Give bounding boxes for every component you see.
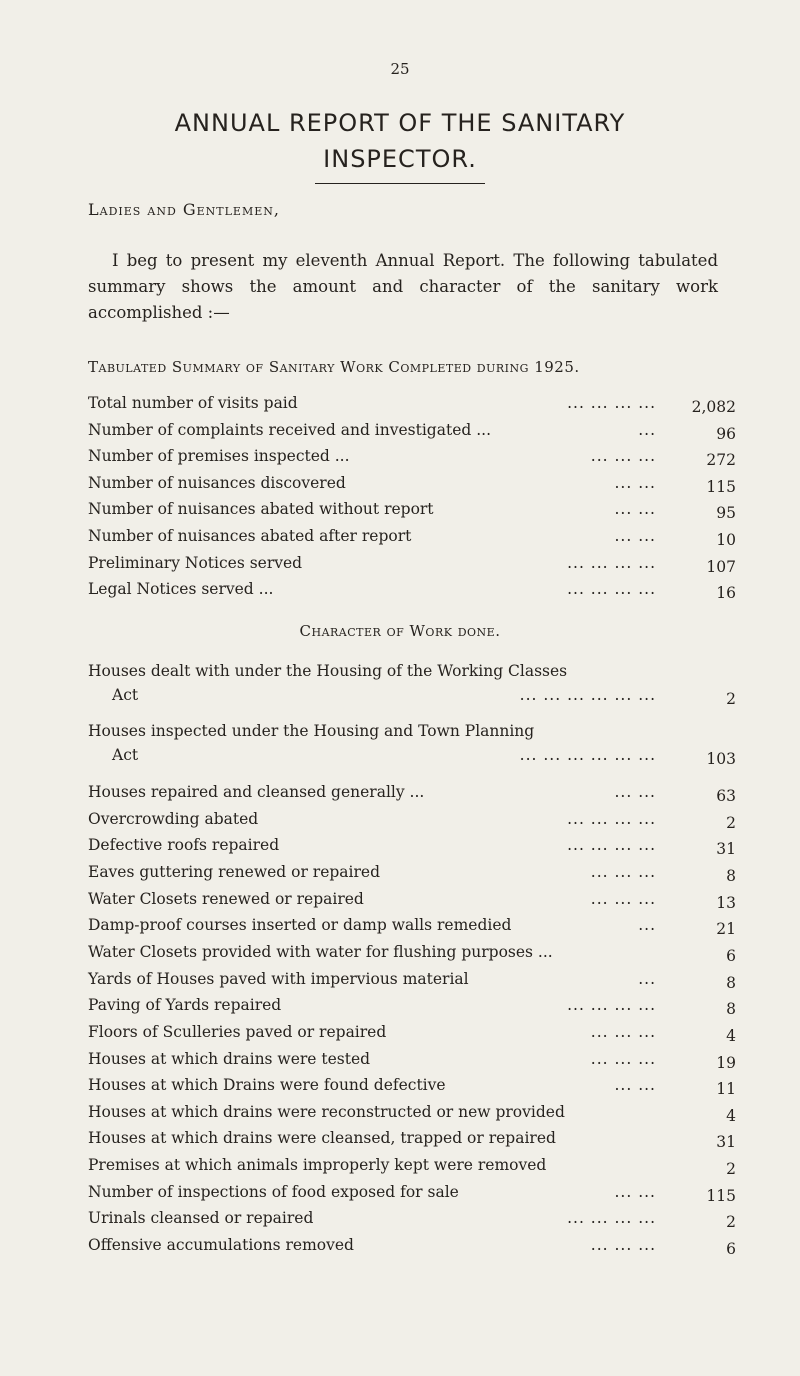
row-label: Paving of Yards repaired — [88, 996, 282, 1015]
row-leader: ... ... — [614, 783, 656, 801]
row-value: 19 — [716, 1053, 736, 1072]
row-leader: ... ... ... ... — [567, 580, 656, 599]
row-value: 6 — [726, 1240, 736, 1259]
row-leader: ... ... ... ... — [567, 394, 656, 412]
summary-row — [88, 580, 736, 604]
page-number: 25 — [390, 60, 410, 78]
row-value: 21 — [716, 920, 736, 939]
row-label: Number of nuisances abated without report — [88, 500, 434, 519]
salutation: Ladies and Gentlemen, — [88, 200, 280, 219]
row-label: Number of complaints received and investigated ... — [88, 420, 491, 439]
row-value: 2 — [726, 690, 736, 708]
row-label: Yards of Houses paved with impervious material — [88, 969, 469, 988]
row-leader: ... ... ... — [590, 889, 656, 908]
character-row — [88, 1183, 736, 1207]
row-value: 2,082 — [691, 398, 736, 416]
row-value: 4 — [726, 1026, 736, 1045]
title-line-1: ANNUAL REPORT OF THE SANITARY — [174, 109, 626, 137]
character-heading: Character of Work done. — [299, 622, 501, 640]
row-leader: ... ... ... ... — [567, 809, 656, 828]
row-label: Urinals cleansed or repaired — [88, 1209, 314, 1228]
row-value: 63 — [716, 787, 736, 805]
row-leader: ... ... ... ... ... ... — [519, 746, 656, 764]
character-row — [88, 836, 736, 860]
character-row — [88, 943, 736, 967]
row-value: 107 — [706, 557, 736, 576]
row-value: 31 — [716, 1133, 736, 1152]
title-line-2: INSPECTOR. — [323, 145, 477, 173]
row-leader: ... ... ... — [590, 1049, 656, 1068]
row-value: 10 — [716, 531, 736, 549]
row-label: Water Closets renewed or repaired — [88, 889, 364, 908]
character-row — [88, 810, 736, 834]
character-row — [88, 1129, 736, 1153]
row-value: 8 — [726, 1000, 736, 1019]
row-leader: ... ... ... — [590, 447, 656, 466]
row-value: 2 — [726, 1160, 736, 1179]
title-divider — [315, 183, 485, 184]
row-value: 6 — [726, 946, 736, 965]
row-value: 95 — [716, 504, 736, 523]
row-value: 31 — [716, 840, 736, 859]
row-value: 96 — [716, 424, 736, 443]
row-label: Houses at which drains were reconstructed or new provided — [88, 1102, 565, 1121]
character-row — [88, 783, 736, 807]
intro-paragraph — [88, 248, 718, 326]
row-leader: ... ... ... — [590, 1236, 656, 1255]
report-title — [0, 105, 800, 177]
row-leader: ... ... ... — [590, 1022, 656, 1041]
row-value: 2 — [726, 1213, 736, 1232]
row-leader: ... ... ... ... — [567, 553, 656, 572]
character-row — [88, 1076, 736, 1100]
summary-row — [88, 394, 736, 418]
summary-row — [88, 527, 736, 551]
row-value: 11 — [716, 1080, 736, 1099]
row-leader: ... ... — [614, 527, 656, 545]
row-label: Legal Notices served ... — [88, 580, 274, 599]
row-label: Premises at which animals improperly kept were removed — [88, 1156, 547, 1175]
row-value: 103 — [706, 750, 736, 768]
row-label: Preliminary Notices served — [88, 553, 303, 572]
row-value: 272 — [706, 451, 736, 470]
row-label: Eaves guttering renewed or repaired — [88, 862, 381, 881]
row-label: Houses repaired and cleansed generally ... — [88, 783, 425, 801]
character-row-wrapped — [88, 662, 736, 710]
row-value: 13 — [716, 893, 736, 912]
row-label: Number of inspections of food exposed for sale — [88, 1182, 459, 1201]
row-leader: ... — [638, 420, 656, 439]
row-label: Offensive accumulations removed — [88, 1236, 354, 1255]
character-row — [88, 1103, 736, 1127]
character-row — [88, 1023, 736, 1047]
summary-row — [88, 554, 736, 578]
row-value: 16 — [716, 584, 736, 603]
character-row — [88, 996, 736, 1020]
row-label: Overcrowding abated — [88, 809, 259, 828]
character-row-wrapped — [88, 722, 736, 770]
row-label: Houses inspected under the Housing and Town Planning — [88, 722, 535, 740]
row-leader: ... — [638, 969, 656, 988]
row-value: 115 — [706, 477, 736, 496]
row-leader: ... ... — [614, 1076, 656, 1095]
intro-text: I beg to present my eleventh Annual Report. The following tabulated summary shows the amount and character of the sanitary work accomplished :— — [88, 251, 718, 322]
summary-row — [88, 421, 736, 445]
row-label: Water Closets provided with water for flushing purposes ... — [88, 942, 553, 961]
row-label: Number of nuisances abated after report — [88, 527, 412, 545]
row-label: Defective roofs repaired — [88, 836, 280, 855]
row-label: Houses at which Drains were found defective — [88, 1076, 446, 1095]
row-label: Houses at which drains were cleansed, trapped or repaired — [88, 1129, 556, 1148]
character-row — [88, 863, 736, 887]
character-row — [88, 890, 736, 914]
character-row — [88, 916, 736, 940]
row-label: Floors of Sculleries paved or repaired — [88, 1022, 387, 1041]
row-label: Houses at which drains were tested — [88, 1049, 371, 1068]
character-row — [88, 1050, 736, 1074]
summary-row — [88, 474, 736, 498]
row-label: Number of nuisances discovered — [88, 473, 346, 492]
row-label: Total number of visits paid — [88, 394, 298, 412]
row-leader: ... ... ... ... — [567, 996, 656, 1015]
row-value: 8 — [726, 866, 736, 885]
character-row — [88, 1236, 736, 1260]
row-value: 4 — [726, 1106, 736, 1125]
row-leader: ... ... — [614, 473, 656, 492]
row-leader: ... ... — [614, 1182, 656, 1201]
character-row — [88, 1209, 736, 1233]
row-leader: ... — [638, 916, 656, 935]
row-leader: ... ... ... ... — [567, 836, 656, 855]
row-leader: ... ... ... ... ... ... — [519, 686, 656, 704]
row-label-continuation: Act — [112, 686, 139, 704]
row-leader: ... ... ... ... — [567, 1209, 656, 1228]
row-label: Houses dealt with under the Housing of the Working Classes — [88, 662, 568, 680]
row-label: Damp-proof courses inserted or damp walls remedied — [88, 916, 512, 935]
summary-heading: Tabulated Summary of Sanitary Work Completed during 1925. — [88, 358, 580, 376]
character-row — [88, 1156, 736, 1180]
row-value: 8 — [726, 973, 736, 992]
row-label-continuation: Act — [112, 746, 139, 764]
row-label: Number of premises inspected ... — [88, 447, 350, 466]
character-row — [88, 970, 736, 994]
summary-row — [88, 500, 736, 524]
row-value: 2 — [726, 813, 736, 832]
row-leader: ... ... — [614, 500, 656, 519]
summary-row — [88, 447, 736, 471]
row-leader: ... ... ... — [590, 862, 656, 881]
row-value: 115 — [706, 1186, 736, 1205]
